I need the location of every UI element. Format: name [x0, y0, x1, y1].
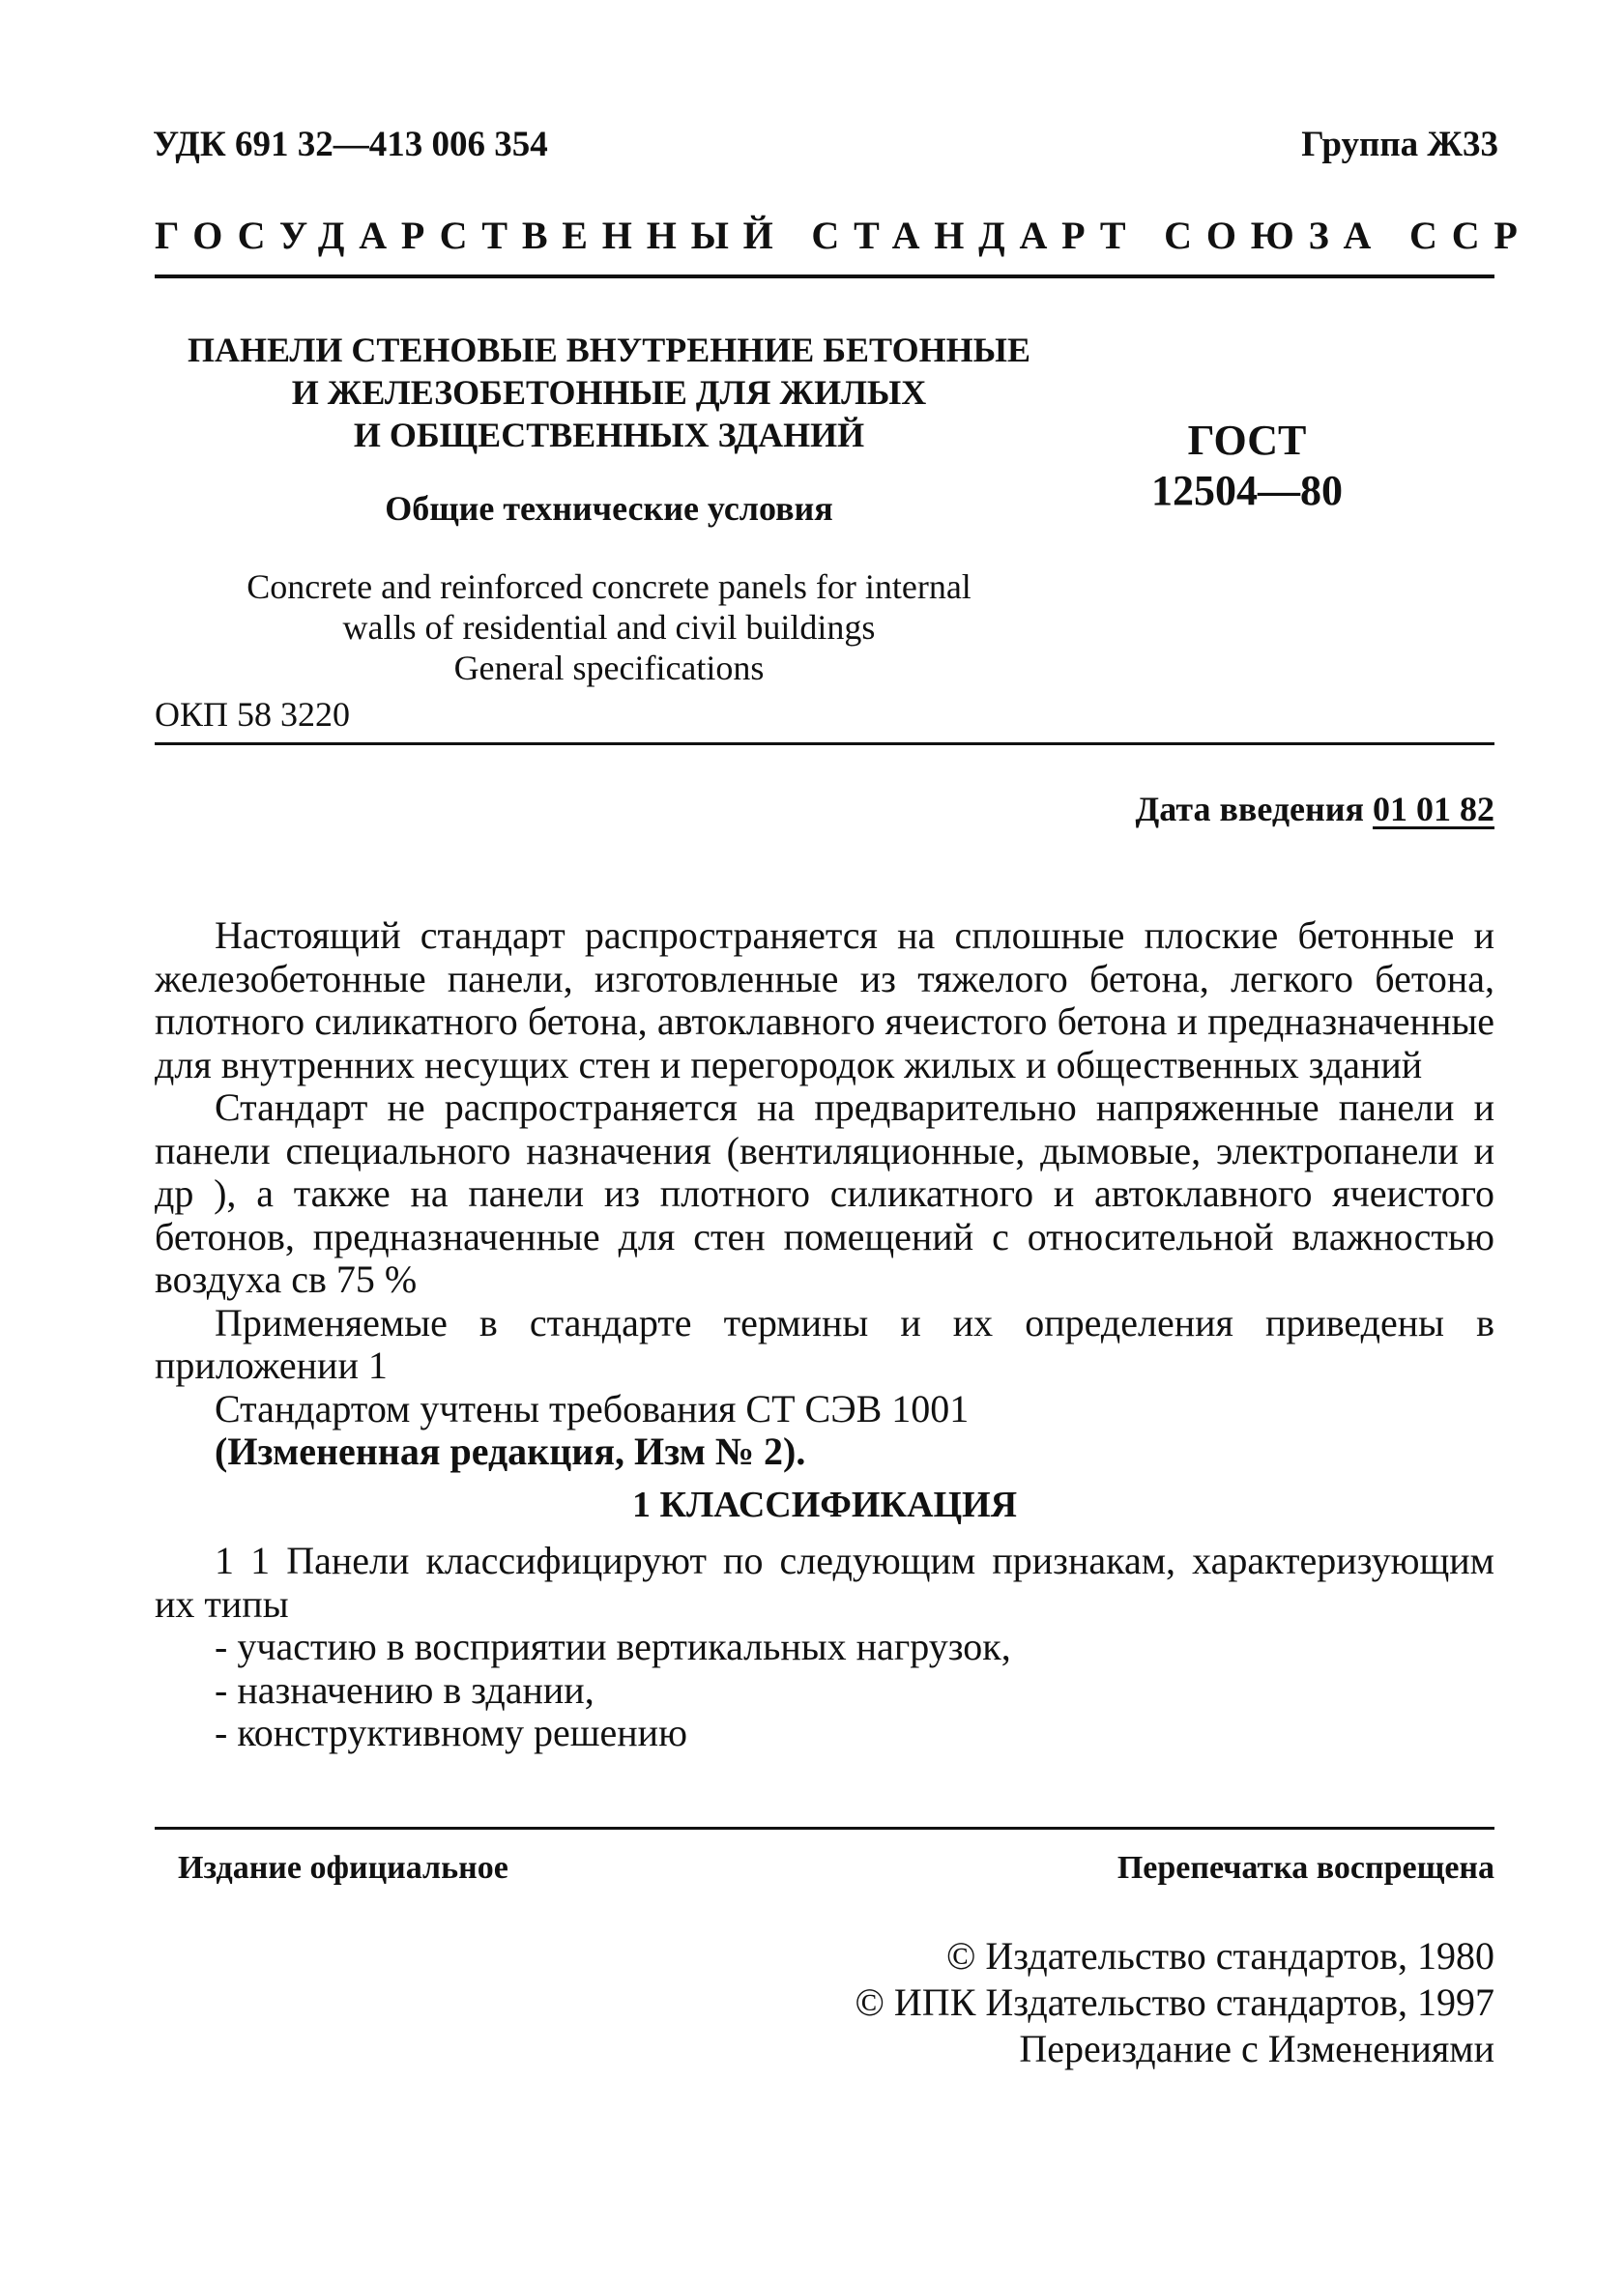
title-divider — [155, 742, 1494, 745]
copyright-block — [856, 1933, 1494, 2072]
introduction-date — [1136, 789, 1495, 829]
document-subtitle: Общие технические условия — [385, 489, 833, 528]
introduction-date-value: 01 01 82 — [1373, 790, 1494, 828]
footer-divider — [155, 1827, 1494, 1830]
list-item: - назначению в здании, — [215, 1667, 594, 1712]
state-standard-heading: ГОСУДАРСТВЕННЫЙ СТАНДАРТ СОЮЗА ССР — [155, 214, 1532, 257]
english-title — [155, 566, 1063, 688]
paragraph-amendment: (Измененная редакция, Изм № 2). — [215, 1430, 806, 1473]
section-title-classification: 1 КЛАССИФИКАЦИЯ — [631, 1484, 1018, 1525]
list-item: - конструктивному решению — [215, 1711, 687, 1754]
copyright-line: © Издательство стандартов, 1980 — [945, 1934, 1494, 1978]
paragraph-classification: 1 1 Панели классифицируют по следующим признакам, характеризующим их типы — [155, 1539, 1494, 1626]
copyright-line: Переиздание с Изменениями — [1019, 2027, 1494, 2070]
english-title-line: Concrete and reinforced concrete panels for internal — [246, 567, 972, 606]
list-item: - участию в восприятии вертикальных нагрузок, — [215, 1625, 1011, 1668]
paragraph-scope: Настоящий стандарт распространяется на сплошные плоские бетонные и железобетонные панели, изготовленные из тяжелого бетона, легкого бетона, плотного силикатного бетона, автоклавного ячеистого бетона и предназначенные для внутренних несущих стен и перегородок жилых и общественных зданий — [155, 913, 1494, 1086]
title-line: И ЖЕЛЕЗОБЕТОННЫЕ ДЛЯ ЖИЛЫХ — [291, 373, 927, 412]
udk-code: УДК 691 32—413 006 354 — [153, 125, 548, 164]
gost-designation — [1121, 416, 1373, 516]
document-body — [155, 914, 1494, 1755]
copyright-line: © ИПК Издательство стандартов, 1997 — [855, 1980, 1494, 2024]
paragraph-terms: Применяемые в стандарте термины и их определения приведены в приложении 1 — [155, 1300, 1494, 1387]
document-title — [155, 329, 1063, 456]
paragraph-exclusions: Стандарт не распространяется на предварительно напряженные панели и панели специального назначения (вентиляционные, дымовые, электропанели и др ), а также на панели из плотного силикатного и автоклавного ячеистого бетонов, предназначенные для стен помещений с относительной влажностью воздуха св 75 % — [155, 1085, 1494, 1301]
gost-label: ГОСТ — [1187, 417, 1307, 464]
english-title-line: walls of residential and civil buildings — [342, 608, 876, 647]
header-divider — [155, 275, 1494, 278]
reprint-prohibited: Перепечатка воспрещена — [1116, 1850, 1494, 1886]
okp-code: ОКП 58 3220 — [155, 695, 351, 734]
gost-number: 12504—80 — [1151, 467, 1343, 514]
title-line: И ОБЩЕСТВЕННЫХ ЗДАНИЙ — [353, 416, 865, 454]
english-title-line: General specifications — [453, 649, 765, 687]
introduction-date-label: Дата введения — [1135, 790, 1364, 828]
title-line: ПАНЕЛИ СТЕНОВЫЕ ВНУТРЕННИЕ БЕТОННЫЕ — [188, 331, 1030, 369]
official-edition: Издание официальное — [178, 1850, 508, 1886]
paragraph-sev: Стандартом учтены требования СТ СЭВ 1001 — [215, 1386, 970, 1430]
group-code: Группа Ж33 — [1301, 125, 1498, 164]
